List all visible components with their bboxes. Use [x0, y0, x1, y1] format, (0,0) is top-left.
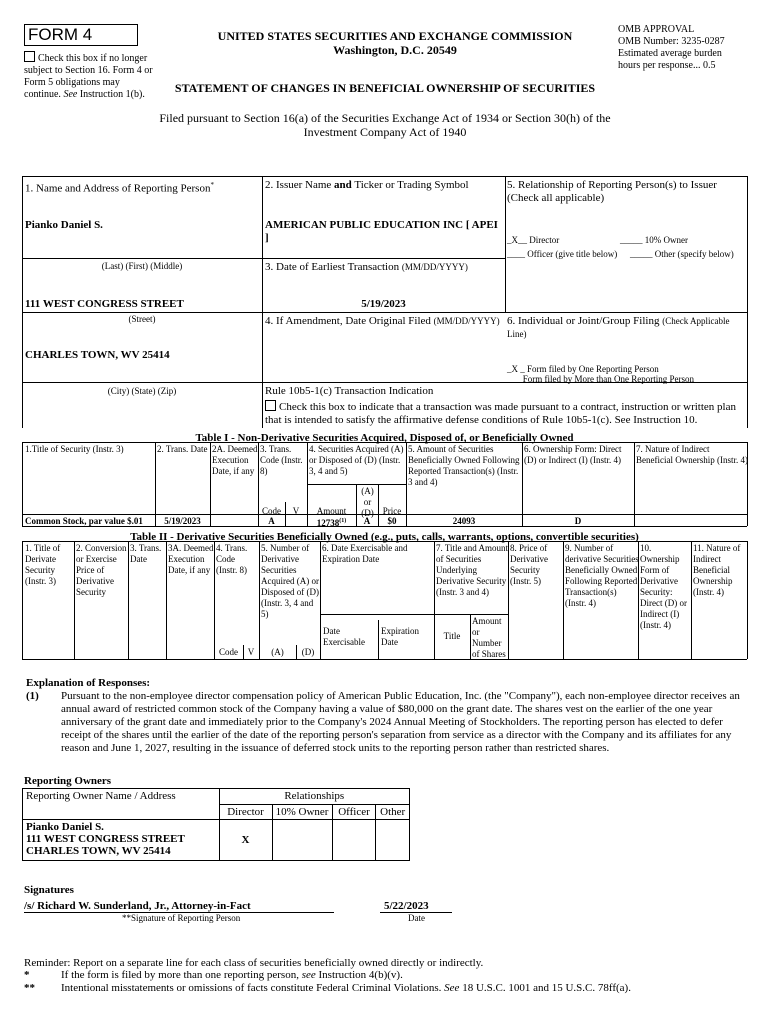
t2-sub-exercisable: Date Exercisable: [323, 626, 365, 647]
box4-label: 4. If Amendment, Date Original Filed (MM/DD/YYYY): [265, 315, 500, 327]
reporting-owners-table: [22, 788, 410, 861]
footnote-star1-text: If the form is filed by more than one reporting person, see Instruction 4(b)(v).: [61, 969, 403, 981]
signatures-heading: Signatures: [24, 884, 74, 896]
signer-name: /s/ Richard W. Sunderland, Jr., Attorney-in-Fact: [24, 900, 251, 912]
t1-col-5: [406, 442, 407, 526]
director-relationship: _X__ Director: [507, 235, 560, 245]
t2-col-1: [74, 541, 75, 659]
t1-col-0: [22, 442, 23, 526]
t1-sub-amount: Amount: [316, 506, 347, 516]
t2-h10: 10. Ownership Form of Derivative Security: Direct (D) or Indirect (I) (Instr. 4): [640, 543, 687, 630]
t1-col-1: [155, 442, 156, 526]
t2-h8: 8. Price of Derivative Security (Instr. 5): [510, 543, 548, 586]
t1-h2: 2. Trans. Date: [157, 444, 208, 454]
explanation-heading: Explanation of Responses:: [26, 677, 151, 689]
t1-sub-price: Price: [382, 506, 402, 516]
t2-sub-amount: Amount or Number of Shares: [472, 616, 506, 659]
reporting-person-city: CHARLES TOWN, WV 25414: [25, 349, 170, 361]
name-caption: (Last) (First) (Middle): [101, 261, 183, 271]
t2-h9: 9. Number of derivative Securities Beneficially Owned Following Reported Transaction(s) (Instr. 4): [565, 543, 639, 608]
officer-header: Officer: [332, 804, 376, 820]
agency-line-1: UNITED STATES SECURITIES AND EXCHANGE COMMISSION: [217, 29, 573, 43]
t1-row-ad: A: [363, 516, 371, 526]
t2-col-6b: [378, 620, 379, 659]
t2-col-12: [747, 541, 748, 659]
boxes-top-border: [22, 176, 747, 177]
owner-name-header: Reporting Owner Name / Address: [23, 789, 220, 820]
owner-address-cell: Pianko Daniel S. 111 WEST CONGRESS STREET CHARLES TOWN, WV 25414: [23, 820, 220, 861]
relationships-header: Relationships: [219, 789, 409, 805]
t1-amount-top: [307, 484, 406, 485]
agency-line-2: Washington, D.C. 20549: [333, 43, 457, 57]
filed-by-one: _X _ Form filed by One Reporting Person: [507, 364, 659, 374]
box5-label: 5. Relationship of Reporting Person(s) to Issuer (Check all applicable): [507, 179, 717, 204]
t2-sub-d: (D): [301, 647, 315, 657]
t2-col-4: [214, 541, 215, 659]
t2-sub-expiration: Expiration Date: [381, 626, 419, 647]
box3-label: 3. Date of Earliest Transaction (MM/DD/YYYY): [265, 261, 468, 273]
signature-date: 5/22/2023: [384, 900, 429, 912]
reporting-person-name: Pianko Daniel S.: [25, 219, 103, 231]
statement-title: STATEMENT OF CHANGES IN BENEFICIAL OWNERSHIP OF SECURITIES: [174, 81, 596, 95]
ten-owner-header: 10% Owner: [272, 804, 332, 820]
box2-divider: [505, 176, 506, 312]
rule-text-block: Check this box to indicate that a transaction was made pursuant to a contract, instruction or written plan that is intended to satisfy the affirmative defense conditions of Rule 10b5-1(c). See Instruction 10.: [265, 401, 736, 426]
t2-h4: 4. Trans. Code (Instr. 8): [216, 543, 248, 575]
box6-label: 6. Individual or Joint/Group Filing (Check Applicable Line): [507, 315, 730, 339]
footnote-star2: **: [24, 982, 35, 994]
street-caption: (Street): [128, 314, 156, 324]
t1-h4: 4. Securities Acquired (A) or Disposed of (D) (Instr. 3, 4 and 5): [309, 444, 404, 476]
t2-h11: 11. Nature of Indirect Beneficial Ownership (Instr. 4): [693, 543, 741, 597]
director-header: Director: [219, 804, 272, 820]
box1-street-line: [22, 312, 262, 313]
signature-caption: **Signature of Reporting Person: [122, 913, 241, 923]
t1-h1: 1.Title of Security (Instr. 3): [25, 444, 124, 454]
t2-h3: 3. Trans. Date: [130, 543, 162, 564]
form-title: FORM 4: [28, 25, 93, 44]
t1-h7: 7. Nature of Indirect Beneficial Ownership (Instr. 4): [636, 444, 748, 465]
table1-title: Table I - Non-Derivative Securities Acquired, Disposed of, or Beneficially Owned: [195, 432, 574, 444]
t1-row-price: $0: [387, 516, 397, 526]
t1-col-6: [522, 442, 523, 526]
t1-h6: 6. Ownership Form: Direct (D) or Indirect (I) (Instr. 4): [524, 444, 622, 465]
t2-col-7b: [470, 614, 471, 659]
table1-top: [22, 442, 747, 443]
owner-officer-cell: [332, 820, 376, 861]
ten-pct-owner-relationship: _____ 10% Owner: [620, 235, 688, 245]
t1-h3: 3. Trans. Code (Instr. 8): [260, 444, 303, 476]
t1-sub-v: V: [292, 506, 300, 516]
t2-h2: 2. Conversion or Exercise Price of Derivative Security: [76, 543, 127, 597]
t1-sub-ad: (A) or (D): [361, 486, 374, 518]
t2-sub-v: V: [247, 647, 255, 657]
omb-approval: OMB APPROVAL OMB Number: 3235-0287 Estimated average burden hours per response... 0.5: [618, 24, 725, 71]
t2-col-2: [128, 541, 129, 659]
box2-label: 2. Issuer Name and Ticker or Trading Symbol: [265, 179, 469, 191]
t2-h3a: 3A. Deemed Execution Date, if any: [168, 543, 214, 575]
date-caption: Date: [408, 913, 425, 923]
t2-h7: 7. Title and Amount of Securities Underlying Derivative Security (Instr. 3 and 4): [436, 543, 509, 597]
t1-h2a: 2A. Deemed Execution Date, if any: [212, 444, 258, 476]
t1-h5: 5. Amount of Securities Beneficially Owned Following Reported Transaction(s) (Instr. 3 and 4): [408, 444, 520, 487]
t1-row-amount: 12738$^{(1)}$: [316, 518, 347, 528]
explanation-number: (1): [26, 690, 39, 702]
t2-sub-code: Code: [219, 647, 238, 657]
no-longer-subject-checkbox[interactable]: [24, 51, 35, 62]
box3-bottom: [262, 312, 747, 313]
owner-ten-cell: [272, 820, 332, 861]
t1-row-owned: 24093: [452, 516, 476, 526]
t2-h6: 6. Date Exercisable and Expiration Date: [322, 543, 408, 564]
t1-row-form: D: [574, 516, 582, 526]
rule-10b5-checkbox[interactable]: [265, 400, 276, 411]
no-longer-subject-checkbox-text: Check this box if no longer subject to Section 16. Form 4 or Form 5 obligations may continue. See Instruction 1(b).: [24, 53, 153, 100]
box1-city-line: [22, 382, 262, 383]
t1-row-security: Common Stock, par value $.01: [25, 516, 143, 526]
t1-row-date: 5/19/2023: [164, 516, 201, 526]
footnote-star1: *: [24, 969, 30, 981]
t2-sub-title: Title: [443, 631, 461, 641]
box2-bottom: [262, 258, 505, 259]
t2-col-5: [259, 541, 260, 659]
reporting-person-street: 111 WEST CONGRESS STREET: [25, 298, 184, 310]
other-header: Other: [376, 804, 410, 820]
officer-relationship: ____ Officer (give title below): [507, 249, 618, 259]
issuer-name: AMERICAN PUBLIC EDUCATION INC [ APEI ]: [265, 219, 498, 244]
box1-name-line: [22, 258, 262, 259]
footnote-star2-text: Intentional misstatements or omissions of facts constitute Federal Criminal Violations. See 18 U.S.C. 1001 and 15 U.S.C. 78ff(a).: [61, 982, 631, 994]
t2-h1: 1. Title of Derivate Security (Instr. 3): [25, 543, 61, 586]
t1-sub-code: Code: [262, 506, 281, 516]
t2-sub-line: [320, 614, 508, 615]
earliest-transaction-date: 5/19/2023: [361, 298, 406, 310]
t1-row-code: A: [268, 516, 275, 526]
t2-col-9: [563, 541, 564, 659]
form-title-box: [24, 24, 138, 46]
owner-other-cell: [376, 820, 410, 861]
t2-h5: 5. Number of Derivative Securities Acquired (A) or Disposed of (D) (Instr. 3, 4 and 5): [261, 543, 319, 619]
t2-col-0: [22, 541, 23, 659]
owner-director-mark: X: [219, 820, 272, 861]
reminder-text: Reminder: Report on a separate line for each class of securities beneficially owned directly or indirectly.: [24, 957, 484, 969]
filed-by-more: ___ Form filed by More than One Reporting Person: [507, 374, 694, 384]
t2-col-6: [320, 541, 321, 659]
t2-sub-a: (A): [271, 647, 284, 657]
city-caption: (City) (State) (Zip): [107, 386, 177, 396]
table2-bottom: [22, 659, 747, 660]
other-relationship: _____ Other (specify below): [630, 249, 734, 259]
t2-col-8: [508, 541, 509, 659]
t2-col-3: [166, 541, 167, 659]
explanation-text: Pursuant to the non-employee director compensation policy of American Public Education, Inc. (the "Company"), each non-employee director receives an annual award of restricted common stock of the Company having a value of $80,000 on the grant date. The shares vest on the earlier of the one year anniversary of the grant date and immediately prior to the Company's 2024 Annual Meeting of Stockholders. The reporting person has elected to defer receipt of the shares until the earlier of the date of the reporting person's separation from service as a director with the Company and its affiliates for any reason and June 1, 2027, resulting in the issuance of deferred stock units to the reporting person rather than restricted shares.: [61, 690, 740, 754]
filed-pursuant: Filed pursuant to Section 16(a) of the Securities Exchange Act of 1934 or Section 30(h) of the Investment Company Act of 1940: [159, 111, 611, 139]
rule-title: Rule 10b5-1(c) Transaction Indication: [265, 385, 434, 397]
table2-title: Table II - Derivative Securities Beneficially Owned (e.g., puts, calls, warrants, options, convertible securities): [130, 531, 639, 543]
box1-label: 1. Name and Address of Reporting Person*: [25, 181, 214, 195]
owners-heading: Reporting Owners: [24, 775, 112, 787]
boxes-right-border: [747, 176, 748, 428]
